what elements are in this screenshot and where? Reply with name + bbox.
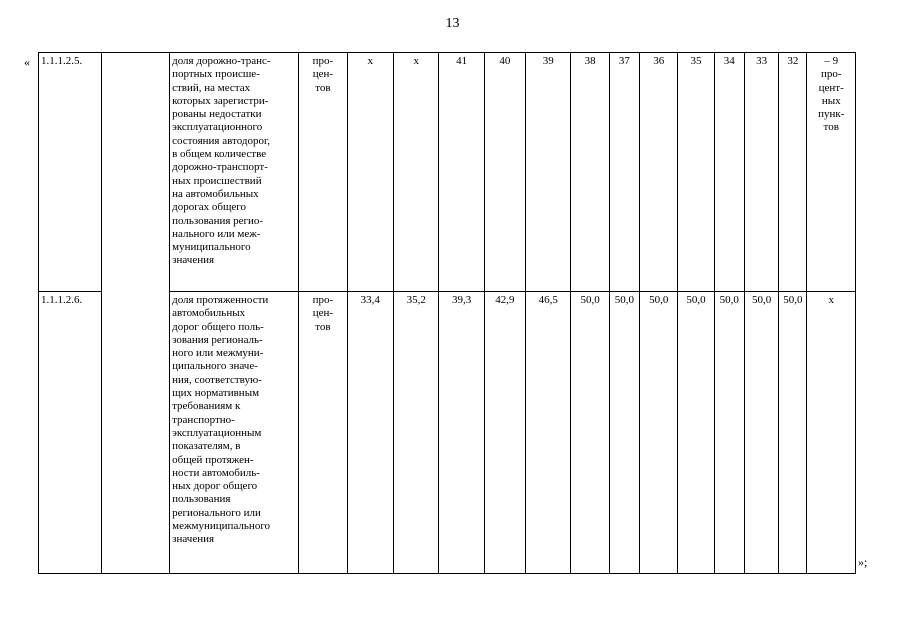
value-cell: 50,0 — [640, 292, 678, 574]
indicators-table — [38, 52, 856, 574]
row-number: 1.1.1.2.6. — [39, 292, 102, 574]
value-cell: 36 — [640, 53, 678, 292]
value-cell: 50,0 — [609, 292, 639, 574]
table-row — [39, 53, 856, 292]
value-cell: 37 — [609, 53, 639, 292]
value-cell: 46,5 — [526, 292, 571, 574]
indicator-description: доля дорожно-транс- портных происше- ствий, на местах которых зарегистри- рованы недостатки эксплуатационного состояния автодорог, в общем количестве дорожно-транспорт- ных происшествий на автомобильных дорогах общего пользования регио- нального или меж- муниципального значения — [170, 53, 299, 292]
value-cell: x — [394, 53, 439, 292]
value-cell: x — [347, 53, 393, 292]
value-cell: 39 — [526, 53, 571, 292]
value-cell: 33,4 — [347, 292, 393, 574]
value-cell: 50,0 — [779, 292, 807, 574]
value-cell: 50,0 — [571, 292, 609, 574]
value-cell: 42,9 — [484, 292, 525, 574]
unit-of-measure: про- цен- тов — [299, 292, 347, 574]
value-cell: 39,3 — [439, 292, 484, 574]
result-cell: x — [807, 292, 856, 574]
opening-quote-mark: « — [24, 55, 30, 69]
value-cell: 50,0 — [714, 292, 744, 574]
value-cell: 50,0 — [744, 292, 778, 574]
value-cell: 50,0 — [678, 292, 714, 574]
closing-quote-mark: »; — [858, 555, 868, 569]
result-cell: – 9 про- цент- ных пунк- тов — [807, 53, 856, 292]
value-cell: 35,2 — [394, 292, 439, 574]
indicator-description: доля протяженности автомобильных дорог общего поль- зования региональ- ного или межмуни- ципального значе- ния, соответствую- щих нормативным требованиям к транспортно- эксплуатационным показателям, в общей протяжен- ности автомобиль- ных дорог общего пользования регионального или межмуниципального значения — [170, 292, 299, 574]
group-cell — [101, 53, 170, 574]
value-cell: 41 — [439, 53, 484, 292]
value-cell: 34 — [714, 53, 744, 292]
value-cell: 33 — [744, 53, 778, 292]
row-number: 1.1.1.2.5. — [39, 53, 102, 292]
unit-of-measure: про- цен- тов — [299, 53, 347, 292]
value-cell: 32 — [779, 53, 807, 292]
value-cell: 35 — [678, 53, 714, 292]
value-cell: 38 — [571, 53, 609, 292]
page-number: 13 — [445, 16, 460, 31]
value-cell: 40 — [484, 53, 525, 292]
